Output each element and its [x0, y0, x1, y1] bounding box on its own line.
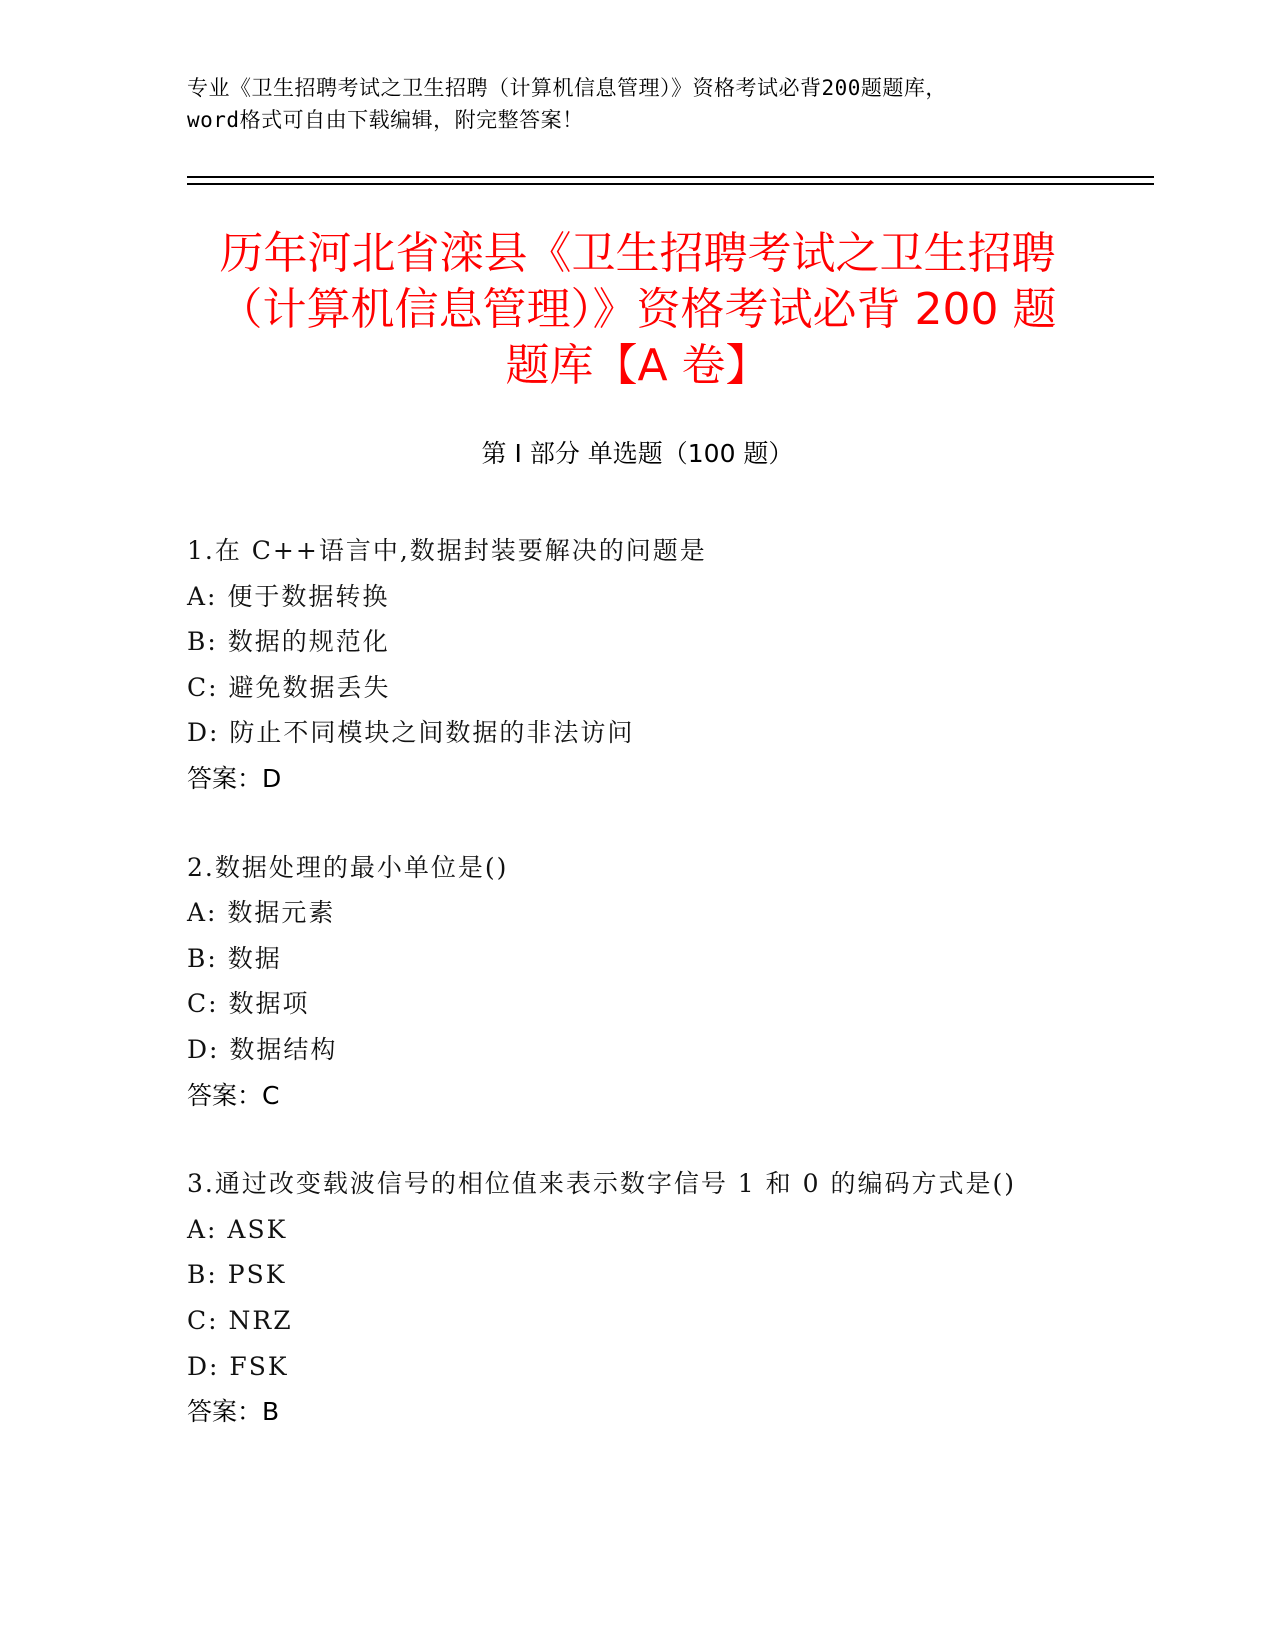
option-a: A: 便于数据转换 [187, 581, 390, 611]
option-c: C: 避免数据丢失 [187, 672, 391, 702]
question-item [187, 845, 1137, 1119]
option-b: B: 数据的规范化 [187, 627, 390, 657]
header-divider-bottom [187, 183, 1154, 185]
title-line-3: 题库【A 卷】 [505, 340, 770, 391]
option-d: D: FSK [187, 1351, 289, 1381]
header-divider-top [187, 176, 1154, 178]
document-title [150, 226, 1125, 394]
header-line-2: word格式可自由下载编辑，附完整答案！ [187, 108, 584, 132]
option-a: A: 数据元素 [187, 898, 336, 928]
option-b: B: 数据 [187, 943, 282, 973]
option-d: D: 防止不同模块之间数据的非法访问 [187, 718, 635, 748]
question-stem: 2.数据处理的最小单位是() [187, 852, 509, 882]
answer-line: 答案：B [187, 1397, 280, 1427]
title-line-2: （计算机信息管理）》资格考试必背 200 题 [218, 284, 1057, 335]
title-line-1: 历年河北省滦县《卫生招聘考试之卫生招聘 [219, 228, 1056, 279]
answer-line: 答案：C [187, 1080, 280, 1110]
option-c: C: NRZ [187, 1305, 293, 1335]
answer-line: 答案：D [187, 763, 282, 793]
question-item [187, 1161, 1137, 1435]
option-d: D: 数据结构 [187, 1034, 338, 1064]
section-heading: 第 I 部分 单选题（100 题） [481, 439, 794, 468]
question-item [187, 528, 1137, 802]
question-list [187, 528, 1137, 1478]
header-line-1: 专业《卫生招聘考试之卫生招聘（计算机信息管理）》资格考试必背200题题库， [187, 76, 947, 100]
document-header-note [187, 72, 1087, 136]
question-stem: 1.在 C++语言中,数据封装要解决的问题是 [187, 536, 707, 565]
option-a: A: ASK [187, 1214, 288, 1244]
option-b: B: PSK [187, 1260, 287, 1290]
option-c: C: 数据项 [187, 989, 310, 1019]
question-stem: 3.通过改变载波信号的相位值来表示数字信号 1 和 0 的编码方式是() [187, 1169, 1016, 1199]
